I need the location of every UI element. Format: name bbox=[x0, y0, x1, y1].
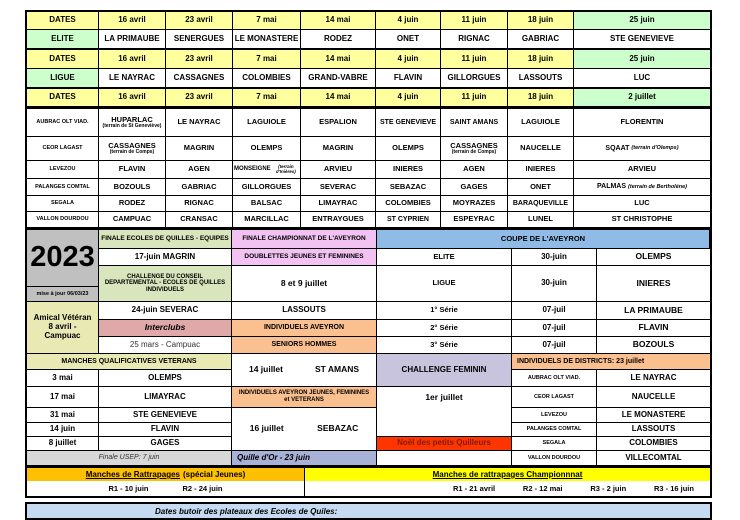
venue-cell: OLEMPS bbox=[376, 137, 441, 161]
coupe-date: 30-juin bbox=[512, 249, 597, 266]
year-block bbox=[27, 230, 99, 302]
district-lieu: COLOMBIES bbox=[597, 437, 710, 451]
team-cell: ONET bbox=[376, 30, 441, 50]
date-cell: 14 mai bbox=[301, 12, 376, 30]
doublettes-date: 8 et 9 juillet bbox=[232, 266, 377, 302]
veterans-date: 8 juillet bbox=[27, 437, 99, 451]
rattrapages-titles-row bbox=[27, 468, 710, 481]
team-cell: RODEZ bbox=[301, 30, 376, 50]
venue-cell: LAGUIOLE bbox=[233, 109, 301, 137]
dates-butoir-bar bbox=[25, 502, 712, 520]
district-label: PALANGES COMTAL bbox=[512, 423, 597, 437]
date-cell: 14 mai bbox=[301, 50, 376, 69]
team-cell: LUC bbox=[574, 69, 710, 89]
quille-dor-cell: Quille d'Or - 23 juin bbox=[232, 451, 377, 465]
date-cell: 16 avril bbox=[99, 50, 166, 69]
date-cell: 23 avril bbox=[166, 89, 233, 107]
venue-cell bbox=[441, 137, 508, 161]
empty-cell bbox=[377, 451, 512, 465]
veterans-date: 3 mai bbox=[27, 370, 99, 387]
challenge-conseil-header: CHALLENGE DU CONSEIL DEPARTEMENTAL - ECOLES DE QUILLES INDIVIDUELS bbox=[99, 266, 232, 302]
district-lieu: NAUCELLE bbox=[597, 387, 710, 408]
date-cell: 25 juin bbox=[574, 50, 710, 69]
rattrapages-dates-row bbox=[27, 481, 710, 496]
league-label: AUBRAC OLT VIAD. bbox=[27, 109, 99, 137]
venue-cell bbox=[99, 109, 166, 137]
coupe-lieu: LA PRIMAUBE bbox=[597, 302, 710, 320]
team-cell: LA PRIMAUBE bbox=[99, 30, 166, 50]
veterans-date: 31 mai bbox=[27, 408, 99, 423]
venue-cell: GILLORGUES bbox=[233, 179, 301, 196]
veterans-lieu: FLAVIN bbox=[99, 423, 232, 437]
calendar-section bbox=[27, 12, 710, 107]
date-cell: 18 juin bbox=[508, 50, 574, 69]
venue-cell: COLOMBIES bbox=[376, 196, 441, 212]
round-date: R3 - 16 juin bbox=[653, 484, 694, 493]
venue-cell bbox=[99, 137, 166, 161]
venue-name: CASSAGNES bbox=[450, 140, 498, 150]
round-date: R3 - 2 juin bbox=[590, 484, 627, 493]
date-cell: 16 avril bbox=[99, 89, 166, 107]
venue-cell bbox=[233, 161, 301, 179]
seniors-lieu: ST AMANS bbox=[314, 364, 360, 375]
round-date: R1 - 10 juin bbox=[108, 484, 149, 493]
team-cell: GRAND-VABRE bbox=[301, 69, 376, 89]
date-cell: 14 mai bbox=[301, 89, 376, 107]
district-lieu: LE NAYRAC bbox=[597, 370, 710, 387]
round-date: R2 - 24 juin bbox=[182, 484, 223, 493]
venue-cell: NAUCELLE bbox=[508, 137, 574, 161]
finale-usep-cell: Finale USEP: 7 juin bbox=[27, 451, 232, 465]
round-date: R2 - 12 mai bbox=[522, 484, 563, 493]
finale-ecoles-date: 17-juin MAGRIN bbox=[99, 249, 232, 266]
row-label-dates: DATES bbox=[27, 12, 99, 30]
venue-cell: MAGRIN bbox=[301, 137, 376, 161]
venue-cell: GABRIAC bbox=[166, 179, 233, 196]
team-cell: LASSOUTS bbox=[508, 69, 574, 89]
doublettes-header: DOUBLETTES JEUNES ET FEMININES bbox=[232, 249, 377, 266]
venue-cell: ONET bbox=[508, 179, 574, 196]
team-cell: SENERGUES bbox=[166, 30, 233, 50]
date-cell: 18 juin bbox=[508, 89, 574, 107]
date-cell: 25 juin bbox=[574, 12, 710, 30]
seniors-date: 14 juillet bbox=[248, 364, 283, 375]
rattrapages-championnat-bar bbox=[305, 468, 710, 481]
date-cell: 11 juin bbox=[441, 12, 508, 30]
team-cell: COLOMBIES bbox=[233, 69, 301, 89]
league-label: SEGALA bbox=[27, 196, 99, 212]
veterans-lieu: OLEMPS bbox=[99, 370, 232, 387]
venue-cell: MAGRIN bbox=[166, 137, 233, 161]
jeunes-date: 16 juillet bbox=[249, 423, 284, 434]
team-cell: GILLORGUES bbox=[441, 69, 508, 89]
coupe-lieu: INIERES bbox=[597, 266, 710, 302]
venue-note: (terrain de Comps) bbox=[451, 149, 497, 156]
date-cell: 4 juin bbox=[376, 50, 441, 69]
row-label-ligue: LIGUE bbox=[27, 69, 99, 89]
team-cell: LE NAYRAC bbox=[99, 69, 166, 89]
team-cell: FLAVIN bbox=[376, 69, 441, 89]
row-label-elite: ELITE bbox=[27, 30, 99, 50]
venue-cell: LUC bbox=[574, 196, 710, 212]
venue-name: CASSAGNES bbox=[108, 140, 156, 150]
rattrapages-jeunes-suffix: (spécial Jeunes) bbox=[183, 470, 246, 479]
venue-cell: AGEN bbox=[166, 161, 233, 179]
venue-cell: ARVIEU bbox=[574, 161, 710, 179]
rattrapages-jeunes-bar bbox=[27, 468, 305, 481]
venue-cell: SEBAZAC bbox=[376, 179, 441, 196]
rattrapages-jeunes-dates bbox=[27, 481, 305, 496]
veterans-date: 17 mai bbox=[27, 387, 99, 408]
district-label: AUBRAC OLT VIAD. bbox=[512, 370, 597, 387]
venue-cell: BALSAC bbox=[233, 196, 301, 212]
district-label: CEOR LAGAST bbox=[512, 387, 597, 408]
finals-section bbox=[27, 228, 710, 465]
jeunes-lieu: SEBAZAC bbox=[317, 423, 359, 434]
venue-cell: MARCILLAC bbox=[233, 212, 301, 228]
coupe-cat: ELITE bbox=[377, 249, 512, 266]
venue-cell: CAMPUAC bbox=[99, 212, 166, 228]
coupe-date: 07-juil bbox=[512, 302, 597, 320]
team-cell: STE GENEVIEVE bbox=[574, 30, 710, 50]
coupe-lieu: BOZOULS bbox=[597, 337, 710, 354]
date-cell: 4 juin bbox=[376, 12, 441, 30]
date-cell: 16 avril bbox=[99, 12, 166, 30]
individuels-aveyron-header: INDIVIDUELS AVEYRON bbox=[232, 320, 377, 337]
jeunes-finale-cell bbox=[232, 408, 377, 451]
district-lieu: VILLECOMTAL bbox=[625, 452, 682, 462]
veterans-lieu: LIMAYRAC bbox=[99, 387, 232, 408]
coupe-cat: 2° Série bbox=[377, 320, 512, 337]
league-label: VALLON DOURDOU bbox=[27, 212, 99, 228]
date-cell: 7 mai bbox=[233, 50, 301, 69]
district-lieu: LE MONASTERE bbox=[597, 408, 710, 423]
venue-name: MONSEIGNE bbox=[234, 166, 271, 173]
schedule-table bbox=[25, 10, 712, 467]
venue-cell: FLAVIN bbox=[99, 161, 166, 179]
date-cell: 23 avril bbox=[166, 50, 233, 69]
row-label-dates: DATES bbox=[27, 89, 99, 107]
coupe-date: 07-juil bbox=[512, 337, 597, 354]
challenge-feminin-header: CHALLENGE FEMININ bbox=[377, 354, 512, 387]
date-cell: 11 juin bbox=[441, 89, 508, 107]
venue-cell: ESPALION bbox=[301, 109, 376, 137]
venue-cell: MOYRAZES bbox=[441, 196, 508, 212]
district-label: VALLON DOURDOU bbox=[512, 451, 597, 465]
team-cell: GABRIAC bbox=[508, 30, 574, 50]
rattrapages-bars bbox=[25, 467, 712, 498]
venue-cell: AGEN bbox=[441, 161, 508, 179]
district-label: LEVEZOU bbox=[512, 408, 597, 423]
venue-cell bbox=[574, 179, 710, 196]
date-cell: 23 avril bbox=[166, 12, 233, 30]
finale-ecoles-header: FINALE ECOLES DE QUILLES - EQUIPES bbox=[99, 230, 232, 249]
coupe-aveyron-header: COUPE DE L'AVEYRON bbox=[377, 230, 710, 249]
team-cell: RIGNAC bbox=[441, 30, 508, 50]
date-cell: 11 juin bbox=[441, 50, 508, 69]
coupe-cat: 3° Série bbox=[377, 337, 512, 354]
venue-cell: RIGNAC bbox=[166, 196, 233, 212]
venue-note: (terrain d'Olemps) bbox=[631, 145, 679, 152]
venue-cell: LAGUIOLE bbox=[508, 109, 574, 137]
venue-name: PALMAS bbox=[596, 183, 627, 191]
coupe-cat: 1° Série bbox=[377, 302, 512, 320]
individuels-districts-header: INDIVIDUELS DE DISTRICTS: 23 juillet bbox=[512, 354, 710, 370]
venue-cell: ESPEYRAC bbox=[441, 212, 508, 228]
team-cell: CASSAGNES bbox=[166, 69, 233, 89]
date-cell: 18 juin bbox=[508, 12, 574, 30]
venue-cell: INIERES bbox=[508, 161, 574, 179]
coupe-lieu: OLEMPS bbox=[597, 249, 710, 266]
venue-cell: RODEZ bbox=[99, 196, 166, 212]
dates-butoir-label: Dates butoir des plateaux des Ecoles de Quiles: bbox=[155, 506, 338, 516]
coupe-lieu: FLAVIN bbox=[597, 320, 710, 337]
rattrapages-jeunes-title: Manches de Rattrapages bbox=[85, 470, 180, 479]
rattrapages-championnat-dates bbox=[305, 481, 710, 496]
row-label-dates: DATES bbox=[27, 50, 99, 69]
challenge-conseil-date: 24-juin SEVERAC bbox=[99, 302, 232, 320]
venue-cell: BOZOULS bbox=[99, 179, 166, 196]
venue-note: (terrain de Bertholéne) bbox=[628, 183, 688, 190]
venue-cell: OLEMPS bbox=[233, 137, 301, 161]
venue-cell: CRANSAC bbox=[166, 212, 233, 228]
date-cell: 4 juin bbox=[376, 89, 441, 107]
noel-quilleurs-cell: Noël des petits Quilleurs bbox=[377, 437, 512, 451]
veterans-lieu: STE GENEVIEVE bbox=[99, 408, 232, 423]
veterans-header: MANCHES QUALIFICATIVES VETERANS bbox=[27, 354, 232, 370]
finale-championnat-header: FINALE CHAMPIONNAT DE L'AVEYRON bbox=[232, 230, 377, 249]
date-cell: 7 mai bbox=[233, 12, 301, 30]
league-label: CEOR LAGAST bbox=[27, 137, 99, 161]
venue-cell: ENTRAYGUES bbox=[301, 212, 376, 228]
venue-cell: FLORENTIN bbox=[574, 109, 710, 137]
rattrapages-championnat-title: Manches de rattrapages Championnnat bbox=[432, 470, 583, 479]
venue-cell: BARAQUEVILLE bbox=[508, 196, 574, 212]
venue-note: (terrain de St Geneviève) bbox=[102, 123, 162, 130]
venue-cell: LIMAYRAC bbox=[301, 196, 376, 212]
league-label: PALANGES COMTAL bbox=[27, 179, 99, 196]
venue-cell: LE NAYRAC bbox=[166, 109, 233, 137]
venue-cell: ST CYPRIEN bbox=[376, 212, 441, 228]
venue-cell: GAGES bbox=[441, 179, 508, 196]
date-cell: 2 juillet bbox=[574, 89, 710, 107]
coupe-date: 07-juil bbox=[512, 320, 597, 337]
venue-cell: INIERES bbox=[376, 161, 441, 179]
venue-cell: SEVERAC bbox=[301, 179, 376, 196]
district-label: SEGALA bbox=[512, 437, 597, 451]
interclubs-date: 25 mars - Campuac bbox=[99, 337, 232, 354]
date-cell: 7 mai bbox=[233, 89, 301, 107]
amical-veteran-cell: Amical Vétéran 8 avril - Campuac bbox=[27, 302, 99, 354]
district-lieu: LASSOUTS bbox=[597, 423, 710, 437]
round-date: R1 - 21 avril bbox=[453, 484, 496, 493]
league-label: LEVEZOU bbox=[27, 161, 99, 179]
venue-cell: STE GENEVIEVE bbox=[376, 109, 441, 137]
doublettes-lieu: LASSOUTS bbox=[232, 302, 377, 320]
year-value: 2023 bbox=[30, 241, 95, 274]
individuels-jeunes-header: INDIVIDUELS AVEYRON JEUNES, FEMININES et VETERANS bbox=[232, 387, 377, 408]
venue-cell: ARVIEU bbox=[301, 161, 376, 179]
challenge-feminin-date: 1er juillet bbox=[377, 387, 512, 437]
venue-name: SQAAT bbox=[605, 144, 630, 152]
veterans-date: 14 juin bbox=[27, 423, 99, 437]
seniors-finale-cell bbox=[232, 354, 377, 387]
venue-note: (terrain de Comps) bbox=[109, 149, 155, 156]
venue-cell: LUNEL bbox=[508, 212, 574, 228]
venue-note: (terrain d'Inières) bbox=[275, 163, 296, 174]
coupe-cat: LIGUE bbox=[377, 266, 512, 302]
team-cell: LE MONASTERE bbox=[233, 30, 301, 50]
venue-cell: SAINT AMANS bbox=[441, 109, 508, 137]
veterans-lieu: GAGES bbox=[99, 437, 232, 451]
venue-cell bbox=[574, 137, 710, 161]
seniors-hommes-header: SENIORS HOMMES bbox=[232, 337, 377, 354]
districts-venues-section bbox=[27, 107, 710, 228]
coupe-date: 30-juin bbox=[512, 266, 597, 302]
interclubs-header: Interclubs bbox=[99, 320, 232, 337]
updated-note: mise à jour 06/03/23 bbox=[27, 286, 98, 301]
venue-name: HUPARLAC bbox=[111, 114, 153, 124]
venue-cell: ST CHRISTOPHE bbox=[574, 212, 710, 228]
